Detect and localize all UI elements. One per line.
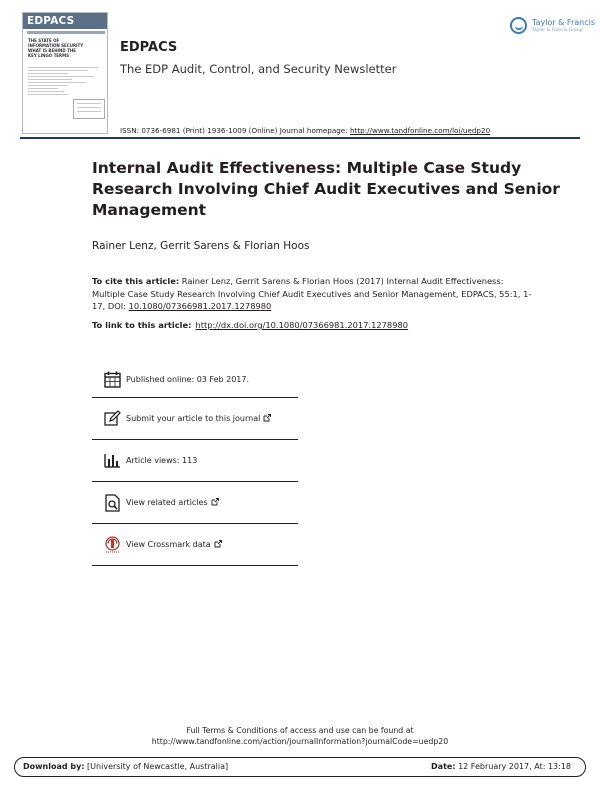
article-authors: Rainer Lenz, Gerrit Sarens & Florian Hoos [92,240,310,252]
cover-title: THE STATE OF INFORMATION SECURITY WHAT IS BEHIND THE KEY LINGO TERMS [28,38,84,58]
citation-text: Rainer Lenz, Gerrit Sarens & Florian Hoos (2017) Internal Audit Effectiveness: Multiple Case Study Research Involving Chief Audit Executives and Senior Management, EDPACS, 55:1, 1-17, DOI: [92,276,532,311]
terms-notice [0,725,600,747]
article-link-line [92,320,408,330]
journal-homepage-link[interactable]: http://www.tandfonline.com/loi/uedp20 [349,126,491,135]
crossmark-label: View Crossmark data [126,540,211,549]
terms-line-1: Full Terms & Conditions of access and use can be found at [186,726,414,735]
article-url-link[interactable]: http://dx.doi.org/10.1080/07366981.2017.1278980 [195,320,409,330]
downloaded-by-label: Download by: [23,762,85,771]
cover-subtitle-bar [27,31,105,34]
doi-link[interactable]: 10.1080/07366981.2017.1278980 [128,301,272,311]
logo-name: Taylor & Francis [532,18,595,27]
downloaded-by-value: [University of Newcastle, Australia] [84,762,229,771]
downloaded-by [23,758,228,776]
article-title: Internal Audit Effectiveness: Multiple Case Study Research Involving Chief Audit Executives and Senior Management [92,159,560,219]
submit-article-row[interactable] [92,398,298,440]
terms-url[interactable]: http://www.tandfonline.com/action/journalInformation?journalCode=uedp20 [151,737,449,746]
article-views-count: Article views: 113 [126,456,198,465]
header-divider [20,137,580,139]
external-link-icon [211,498,219,506]
external-link-icon [263,414,271,422]
related-articles-row[interactable] [92,482,298,524]
related-articles-label: View related articles [126,498,208,507]
publisher-logo[interactable] [510,16,595,38]
related-articles-link[interactable] [126,498,219,507]
crossmark-row[interactable] [92,524,298,566]
published-date: Published online: 03 Feb 2017. [126,375,250,384]
article-views-row [92,440,298,482]
journal-issn-line [120,126,490,135]
journal-cover-thumbnail [22,12,108,134]
cover-inset-box [73,99,105,119]
calendar-icon [100,370,124,390]
logo-mark-icon [510,17,527,34]
journal-name: EDPACS [120,40,178,55]
citation-label: To cite this article: [92,276,180,286]
download-info-bar [14,757,586,777]
logo-tagline: Taylor & Francis Group [532,28,583,33]
citation-block [92,275,532,313]
crossmark-link[interactable] [126,540,222,549]
article-info-list [92,362,298,566]
edit-pencil-icon [100,409,124,429]
download-date-value: 12 February 2017, At: 13:18 [455,762,571,771]
external-link-icon [214,540,222,548]
submit-article-label: Submit your article to this journal [126,414,261,423]
download-date [431,758,571,776]
bar-chart-icon [100,451,124,471]
cover-band: EDPACS [23,13,107,29]
download-date-label: Date: [431,762,456,771]
crossmark-icon [100,535,124,555]
link-label: To link to this article: [92,320,192,330]
cover-text-lines [28,67,102,97]
issn-text: ISSN: 0736-6981 (Print) 1936-1009 (Online) Journal homepage: [120,126,348,135]
published-row [92,362,298,398]
submit-article-link[interactable] [126,414,271,423]
document-search-icon [100,493,124,513]
journal-subtitle: The EDP Audit, Control, and Security Newsletter [120,62,397,76]
